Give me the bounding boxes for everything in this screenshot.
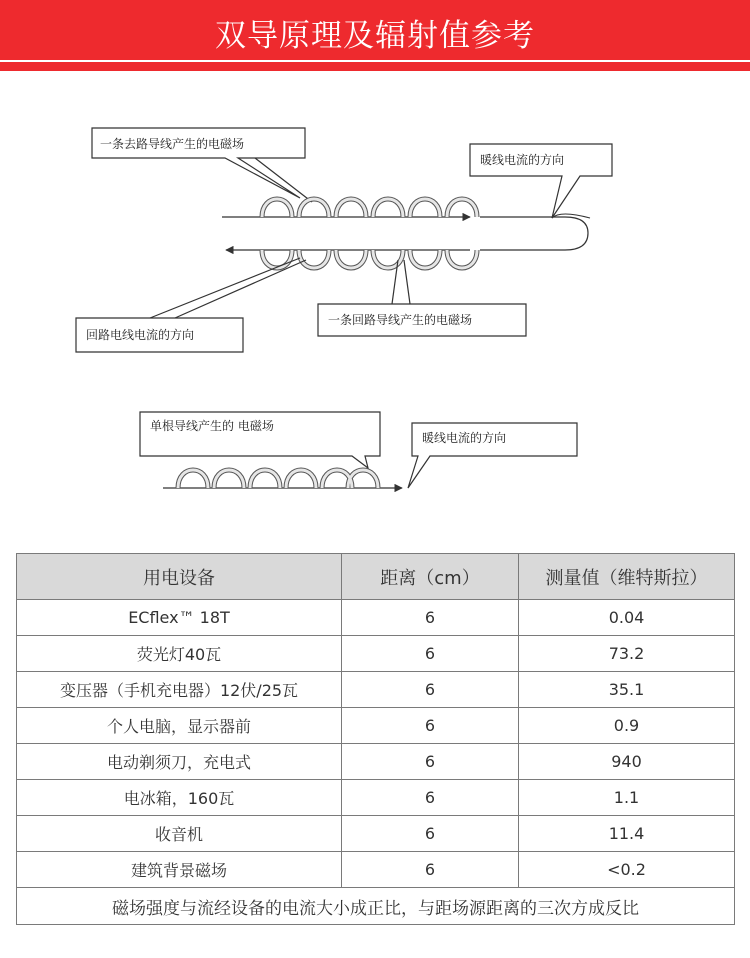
header-device: 用电设备	[17, 554, 342, 600]
device-cell: 变压器（手机充电器）12伏/25瓦	[17, 672, 342, 708]
device-cell: 电动剃须刀，充电式	[17, 744, 342, 780]
label-single-current: 暖线电流的方向	[422, 431, 507, 445]
label-return-current: 回路电线电流的方向	[86, 328, 195, 342]
distance-cell: 6	[342, 672, 519, 708]
value-cell: 1.1	[519, 780, 735, 816]
distance-cell: 6	[342, 816, 519, 852]
header-divider	[0, 60, 750, 62]
device-cell: 荧光灯40瓦	[17, 636, 342, 672]
distance-cell: 6	[342, 744, 519, 780]
value-cell: 0.04	[519, 600, 735, 636]
table-row	[17, 636, 735, 672]
header-banner	[0, 0, 750, 71]
callout-single-current	[408, 423, 577, 488]
distance-cell: 6	[342, 852, 519, 888]
label-outgoing-field: 一条去路导线产生的电磁场	[100, 137, 245, 151]
callout-return-current	[76, 258, 306, 352]
device-cell: 个人电脑，显示器前	[17, 708, 342, 744]
device-cell: ECflex™ 18T	[17, 600, 342, 636]
table-row	[17, 744, 735, 780]
page-title: 双导原理及辐射值参考	[215, 18, 535, 54]
double-wire-diagram	[0, 90, 750, 530]
value-cell: 0.9	[519, 708, 735, 744]
distance-cell: 6	[342, 600, 519, 636]
device-cell: 建筑背景磁场	[17, 852, 342, 888]
callout-outgoing-field	[92, 128, 312, 202]
callout-single-field	[140, 412, 380, 468]
table-note-row	[17, 888, 735, 925]
distance-cell: 6	[342, 636, 519, 672]
value-cell: 940	[519, 744, 735, 780]
table-row	[17, 780, 735, 816]
table-row	[17, 816, 735, 852]
wire-pair	[222, 214, 590, 250]
value-cell: 73.2	[519, 636, 735, 672]
table-note: 磁场强度与流经设备的电流大小成正比，与距场源距离的三次方成反比	[17, 888, 735, 925]
value-cell: 11.4	[519, 816, 735, 852]
distance-cell: 6	[342, 708, 519, 744]
callout-return-field	[318, 260, 526, 336]
distance-cell: 6	[342, 780, 519, 816]
table-row	[17, 708, 735, 744]
table-header-row	[17, 554, 735, 600]
header-distance: 距离（cm）	[342, 554, 519, 600]
label-current-direction-top: 暖线电流的方向	[480, 153, 565, 167]
radiation-table	[16, 553, 735, 925]
device-cell: 电冰箱，160瓦	[17, 780, 342, 816]
device-cell: 收音机	[17, 816, 342, 852]
label-return-field: 一条回路导线产生的电磁场	[328, 313, 473, 327]
table-row	[17, 852, 735, 888]
outgoing-wire-coils	[262, 199, 477, 217]
label-single-field: 单根导线产生的 电磁场	[150, 419, 274, 433]
table-row	[17, 600, 735, 636]
callout-current-direction-top	[470, 144, 612, 218]
value-cell: <0.2	[519, 852, 735, 888]
table-row	[17, 672, 735, 708]
value-cell: 35.1	[519, 672, 735, 708]
header-measurement: 测量值（维特斯拉）	[519, 554, 735, 600]
